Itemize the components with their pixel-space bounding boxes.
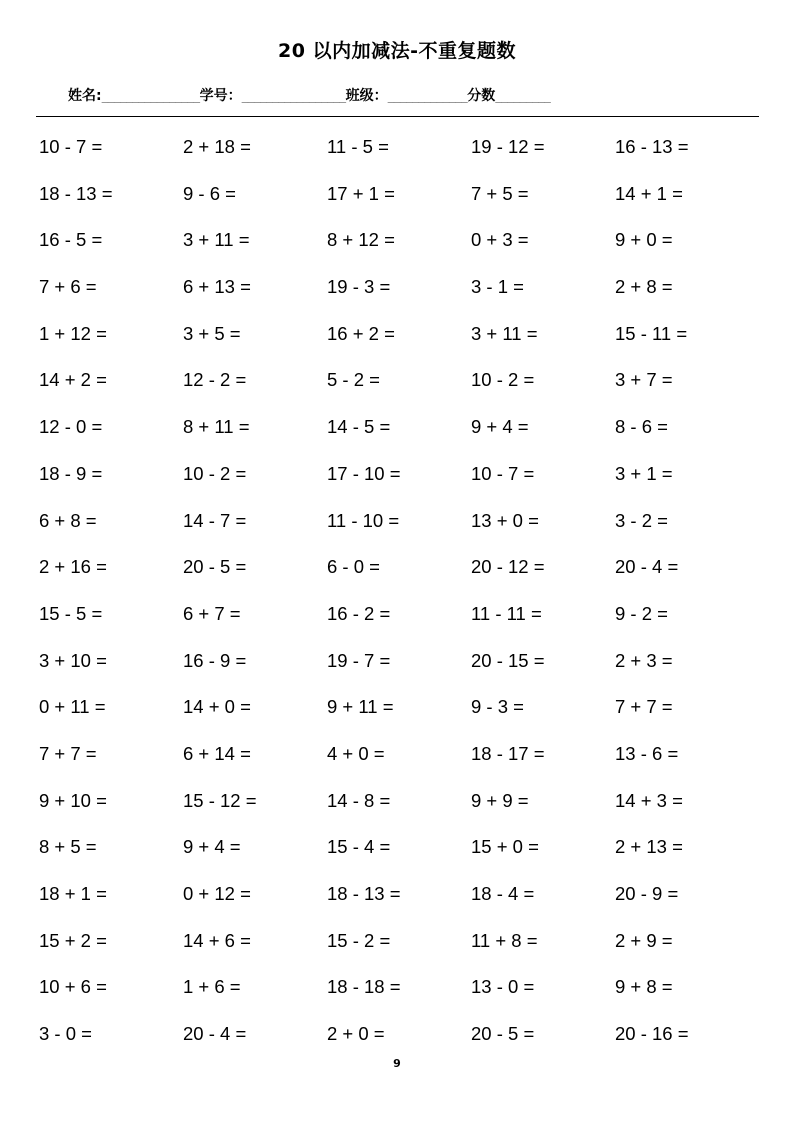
math-problem: 2 + 16 = xyxy=(39,556,107,578)
math-problem: 3 + 7 = xyxy=(615,369,673,391)
student-info-row xyxy=(68,85,748,105)
math-problem: 16 - 9 = xyxy=(183,649,247,671)
math-problem: 18 - 13 = xyxy=(39,182,113,204)
math-problem: 0 + 12 = xyxy=(183,883,251,904)
student-id-blank: _________________ xyxy=(241,90,346,103)
math-problem: 10 - 7 = xyxy=(471,462,535,484)
math-problem: 20 - 16 = xyxy=(615,1023,689,1045)
math-problem: 15 - 11 = xyxy=(615,322,688,344)
math-problem: 14 + 2 = xyxy=(39,369,107,391)
score-label: 分数 xyxy=(467,88,496,104)
math-problem: 7 + 5 = xyxy=(471,182,529,204)
math-problem: 11 + 8 = xyxy=(471,929,538,951)
class-label: 班级： xyxy=(345,88,388,104)
math-problem: 3 + 11 = xyxy=(471,322,538,344)
math-problem: 1 + 12 = xyxy=(39,322,107,344)
problem-row xyxy=(39,786,759,833)
problem-row xyxy=(39,646,759,693)
math-problem: 3 + 1 = xyxy=(615,462,673,484)
math-problem: 18 + 1 = xyxy=(39,883,107,904)
name-blank: ________________ xyxy=(101,90,200,103)
math-problem: 9 + 0 = xyxy=(615,229,673,251)
problem-row xyxy=(39,926,759,973)
problem-row xyxy=(39,225,759,272)
problem-row xyxy=(39,506,759,553)
problem-row xyxy=(39,179,759,226)
math-problem: 14 - 7 = xyxy=(183,509,247,531)
math-problem: 3 - 0 = xyxy=(39,1023,92,1045)
math-problem: 3 + 5 = xyxy=(183,322,241,344)
math-problem: 1 + 6 = xyxy=(183,976,241,998)
name-label: 姓名: xyxy=(68,88,102,104)
math-problem: 18 - 18 = xyxy=(327,976,401,998)
score-blank: _________ xyxy=(495,90,551,103)
problem-grid xyxy=(39,132,759,1066)
math-problem: 3 + 10 = xyxy=(39,649,107,671)
worksheet-title: 20 以内加减法-不重复题数 xyxy=(278,40,516,62)
math-problem: 11 - 5 = xyxy=(327,136,389,157)
math-problem: 2 + 18 = xyxy=(183,136,251,157)
math-problem: 9 + 4 = xyxy=(471,416,529,438)
math-problem: 9 - 3 = xyxy=(471,696,524,718)
math-problem: 2 + 9 = xyxy=(615,929,673,951)
math-problem: 2 + 8 = xyxy=(615,276,673,298)
problem-row xyxy=(39,319,759,366)
math-problem: 14 + 0 = xyxy=(183,696,251,718)
math-problem: 18 - 17 = xyxy=(471,742,545,764)
math-problem: 11 - 11 = xyxy=(471,602,542,624)
math-problem: 2 + 0 = xyxy=(327,1023,385,1045)
problem-row xyxy=(39,459,759,506)
math-problem: 17 + 1 = xyxy=(327,182,395,204)
student-id-label: 学号： xyxy=(199,88,242,104)
math-problem: 9 + 9 = xyxy=(471,789,529,811)
problem-row xyxy=(39,365,759,412)
problem-row xyxy=(39,552,759,599)
math-problem: 20 - 12 = xyxy=(471,556,545,578)
math-problem: 3 - 2 = xyxy=(615,509,668,531)
math-problem: 6 + 14 = xyxy=(183,742,251,764)
math-problem: 20 - 5 = xyxy=(471,1023,535,1045)
math-problem: 2 + 13 = xyxy=(615,836,683,858)
math-problem: 19 - 3 = xyxy=(327,276,391,298)
math-problem: 18 - 4 = xyxy=(471,883,535,904)
problem-row xyxy=(39,412,759,459)
math-problem: 15 - 4 = xyxy=(327,836,391,858)
math-problem: 5 - 2 = xyxy=(327,369,380,391)
math-problem: 8 - 6 = xyxy=(615,416,668,438)
math-problem: 3 + 11 = xyxy=(183,229,250,251)
math-problem: 20 - 4 = xyxy=(615,556,679,578)
math-problem: 15 + 2 = xyxy=(39,929,107,951)
math-problem: 12 - 2 = xyxy=(183,369,247,391)
page-number: 9 xyxy=(393,1057,401,1070)
math-problem: 0 + 11 = xyxy=(39,696,106,718)
math-problem: 9 + 10 = xyxy=(39,789,107,811)
math-problem: 16 - 13 = xyxy=(615,136,689,157)
math-problem: 10 - 7 = xyxy=(39,136,103,157)
math-problem: 14 - 5 = xyxy=(327,416,391,438)
math-problem: 0 + 3 = xyxy=(471,229,529,251)
math-problem: 20 - 15 = xyxy=(471,649,545,671)
math-problem: 15 - 2 = xyxy=(327,929,391,951)
math-problem: 8 + 5 = xyxy=(39,836,97,858)
math-problem: 18 - 9 = xyxy=(39,462,103,484)
math-problem: 10 - 2 = xyxy=(183,462,247,484)
math-problem: 9 + 8 = xyxy=(615,976,673,998)
problem-row xyxy=(39,879,759,926)
math-problem: 7 + 7 = xyxy=(39,742,97,764)
math-problem: 18 - 13 = xyxy=(327,883,401,904)
math-problem: 16 - 5 = xyxy=(39,229,103,251)
problem-row xyxy=(39,832,759,879)
math-problem: 12 - 0 = xyxy=(39,416,103,438)
math-problem: 6 + 13 = xyxy=(183,276,251,298)
math-problem: 7 + 6 = xyxy=(39,276,97,298)
problem-row xyxy=(39,132,759,179)
math-problem: 13 - 0 = xyxy=(471,976,535,998)
math-problem: 13 + 0 = xyxy=(471,509,539,531)
math-problem: 20 - 4 = xyxy=(183,1023,247,1045)
math-problem: 6 + 8 = xyxy=(39,509,97,531)
math-problem: 13 - 6 = xyxy=(615,742,679,764)
math-problem: 14 + 1 = xyxy=(615,182,683,204)
math-problem: 4 + 0 = xyxy=(327,742,385,764)
math-problem: 6 - 0 = xyxy=(327,556,380,578)
math-problem: 19 - 12 = xyxy=(471,136,545,157)
math-problem: 2 + 3 = xyxy=(615,649,673,671)
math-problem: 9 - 2 = xyxy=(615,602,668,624)
math-problem: 16 - 2 = xyxy=(327,602,391,624)
math-problem: 11 - 10 = xyxy=(327,509,400,531)
math-problem: 16 + 2 = xyxy=(327,322,395,344)
math-problem: 10 + 6 = xyxy=(39,976,107,998)
math-problem: 9 + 11 = xyxy=(327,696,394,718)
header-divider xyxy=(36,116,759,117)
problem-row xyxy=(39,972,759,1019)
math-problem: 14 - 8 = xyxy=(327,789,391,811)
math-problem: 6 + 7 = xyxy=(183,602,241,624)
math-problem: 17 - 10 = xyxy=(327,462,401,484)
class-blank: _____________ xyxy=(387,90,468,103)
math-problem: 9 + 4 = xyxy=(183,836,241,858)
math-problem: 15 - 12 = xyxy=(183,789,257,811)
math-problem: 14 + 6 = xyxy=(183,929,251,951)
math-problem: 15 - 5 = xyxy=(39,602,103,624)
math-problem: 8 + 12 = xyxy=(327,229,395,251)
math-problem: 7 + 7 = xyxy=(615,696,673,718)
problem-row xyxy=(39,599,759,646)
problem-row xyxy=(39,272,759,319)
math-problem: 20 - 5 = xyxy=(183,556,247,578)
math-problem: 8 + 11 = xyxy=(183,416,250,438)
problem-row xyxy=(39,739,759,786)
math-problem: 20 - 9 = xyxy=(615,883,679,904)
math-problem: 3 - 1 = xyxy=(471,276,524,298)
math-problem: 9 - 6 = xyxy=(183,182,236,204)
math-problem: 15 + 0 = xyxy=(471,836,539,858)
problem-row xyxy=(39,692,759,739)
math-problem: 19 - 7 = xyxy=(327,649,391,671)
math-problem: 14 + 3 = xyxy=(615,789,683,811)
math-problem: 10 - 2 = xyxy=(471,369,535,391)
